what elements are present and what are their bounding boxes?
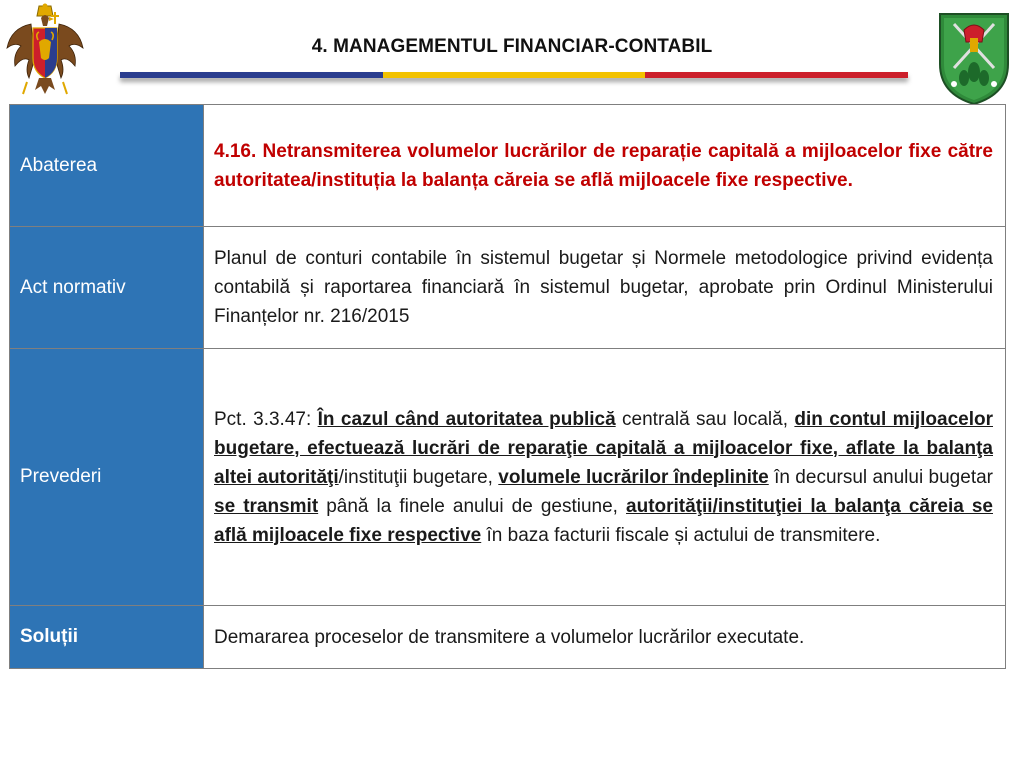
audit-table [9, 104, 1006, 669]
table-row-abaterea [10, 105, 1006, 227]
label-act-normativ: Act normativ [10, 227, 204, 349]
green-shield-emblem-icon [934, 8, 1014, 108]
tricolor-bar [120, 72, 908, 78]
table-row-solutii [10, 606, 1006, 669]
prevederi-emphasis-4: se transmit [214, 495, 319, 517]
prevederi-emphasis-2: din contul mijloacelor bugetare, efectuează lucrări de reparaţie capitală a mijloacelor fixe, aflate la balanţa altei autorităţi [214, 408, 993, 488]
prevederi-text [204, 349, 1006, 606]
prevederi-span-2: centrală sau locală, [615, 408, 795, 430]
label-prevederi: Prevederi [10, 349, 204, 606]
prevederi-span-6: în baza facturii fiscale și actului de transmitere. [481, 524, 881, 546]
slide-title: 4. MANAGEMENTUL FINANCIAR-CONTABIL [311, 36, 713, 57]
table-row-act-normativ [10, 227, 1006, 349]
abaterea-text: 4.16. Netransmiterea volumelor lucrărilor de reparație capitală a mijloacelor fixe către autoritatea/instituția la balanța căreia se află mijloacele fixe respective. [204, 105, 1006, 227]
prevederi-span-4: în decursul anului bugetar [768, 466, 993, 488]
label-abaterea: Abaterea [10, 105, 204, 227]
act-normativ-text: Planul de conturi contabile în sistemul bugetar și Normele metodologice privind evidența contabilă și raportarea financiară în sistemul bugetar, aprobate prin Ordinul Ministerului Finanțelor nr. 216/2015 [204, 227, 1006, 349]
tricolor-yellow [383, 72, 646, 78]
prevederi-span-5: până la finele anului de gestiune, [318, 495, 627, 517]
tricolor-blue [120, 72, 383, 78]
tricolor-red [645, 72, 908, 78]
prevederi-span-1: Pct. 3.3.47: [214, 408, 318, 430]
prevederi-emphasis-1: În cazul când autoritatea publică [317, 408, 616, 430]
prevederi-emphasis-3: volumele lucrărilor îndeplinite [498, 466, 769, 488]
prevederi-span-3: /instituţii bugetare, [338, 466, 499, 488]
table-row-prevederi [10, 349, 1006, 606]
label-solutii: Soluții [10, 606, 204, 669]
prevederi-emphasis-5: autorităţii/instituţiei la balanţa căreia se află mijloacele fixe respective [214, 495, 993, 546]
solutii-text: Demararea proceselor de transmitere a volumelor lucrărilor executate. [204, 606, 1006, 669]
